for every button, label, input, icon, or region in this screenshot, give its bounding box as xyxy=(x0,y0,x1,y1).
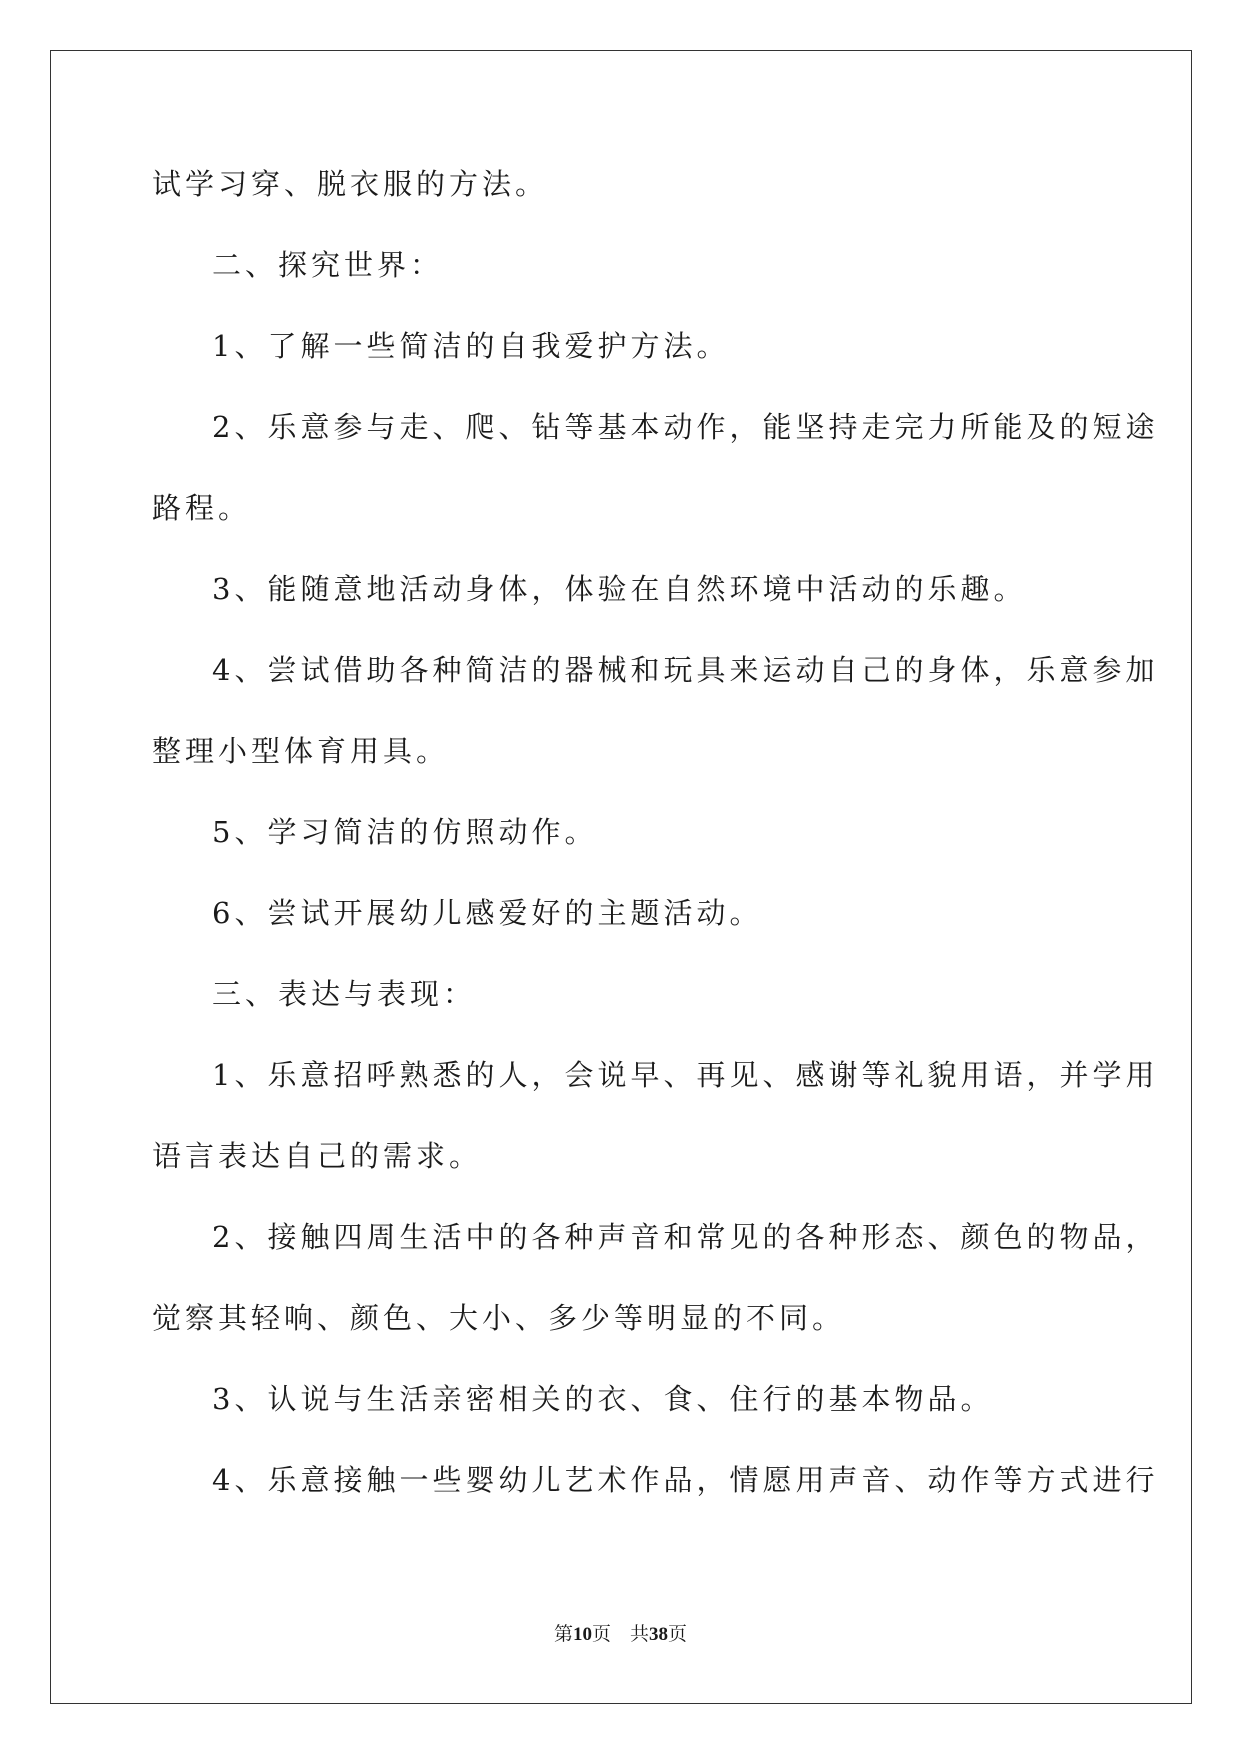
current-page-number: 10 xyxy=(572,1624,592,1645)
list-item: 1、乐意招呼熟悉的人，会说早、再见、感谢等礼貌用语，并学用 xyxy=(212,1058,1159,1092)
list-item: 1、了解一些简洁的自我爱护方法。 xyxy=(212,329,730,363)
page-footer xyxy=(0,1622,1241,1647)
paragraph-line: 语言表达自己的需求。 xyxy=(152,1139,483,1173)
footer-middle: 页 共 xyxy=(591,1623,649,1645)
paragraph-line: 路程。 xyxy=(152,491,252,525)
footer-prefix: 第 xyxy=(553,1623,573,1645)
list-item: 4、乐意接触一些婴幼儿艺术作品，情愿用声音、动作等方式进行 xyxy=(212,1463,1159,1497)
list-item: 2、乐意参与走、爬、钻等基本动作，能坚持走完力所能及的短途 xyxy=(212,410,1159,444)
page-frame xyxy=(50,50,1192,1704)
paragraph-line: 试学习穿、脱衣服的方法。 xyxy=(152,167,549,201)
list-item: 2、接触四周生活中的各种声音和常见的各种形态、颜色的物品， xyxy=(212,1220,1159,1254)
list-item: 3、认说与生活亲密相关的衣、食、住行的基本物品。 xyxy=(212,1382,994,1416)
footer-suffix: 页 xyxy=(668,1623,688,1645)
list-item: 6、尝试开展幼儿感爱好的主题活动。 xyxy=(212,896,763,930)
list-item: 5、学习简洁的仿照动作。 xyxy=(212,815,598,849)
section-heading: 二、探究世界： xyxy=(212,248,444,282)
paragraph-line: 觉察其轻响、颜色、大小、多少等明显的不同。 xyxy=(152,1301,846,1335)
paragraph-line: 整理小型体育用具。 xyxy=(152,734,450,768)
list-item: 4、尝试借助各种简洁的器械和玩具来运动自己的身体，乐意参加 xyxy=(212,653,1159,687)
list-item: 3、能随意地活动身体，体验在自然环境中活动的乐趣。 xyxy=(212,572,1027,606)
section-heading: 三、表达与表现： xyxy=(212,977,477,1011)
total-pages-number: 38 xyxy=(649,1624,668,1645)
